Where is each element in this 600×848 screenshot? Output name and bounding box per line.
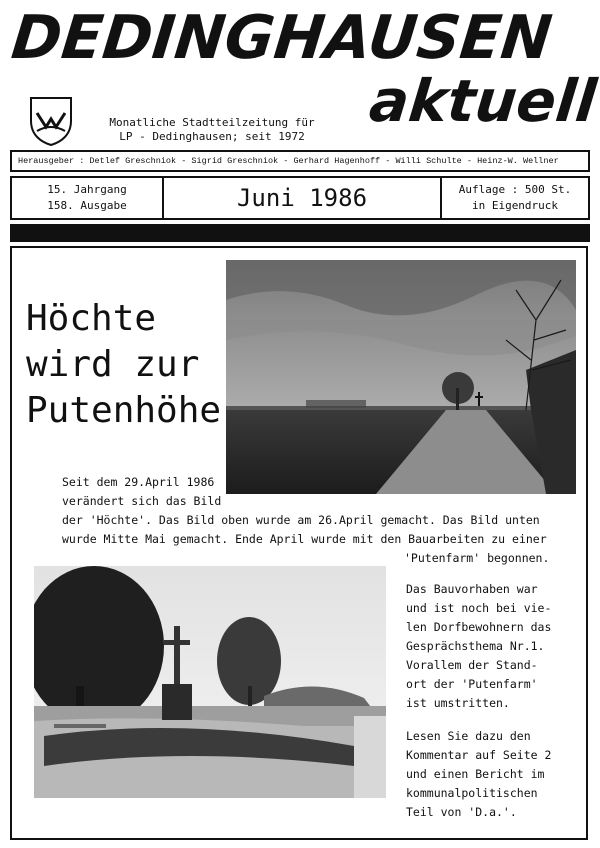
volume-issue-cell xyxy=(12,178,164,218)
side-column xyxy=(406,580,586,836)
circulation-cell xyxy=(442,178,588,218)
issue-header xyxy=(10,150,590,242)
side-line: kommunalpolitischen xyxy=(406,786,538,800)
tagline-line: LP - Dedinghausen; seit 1972 xyxy=(119,130,305,143)
headline-line: Putenhöhe xyxy=(26,390,222,431)
intro-line: Seit dem 29.April 1986 xyxy=(62,475,215,489)
side-paragraph-1 xyxy=(406,580,586,713)
side-line: Kommentar auf Seite 2 xyxy=(406,748,552,762)
publishers-line: Herausgeber : Detlef Greschniok - Sigrid Greschniok - Gerhard Hagenhoff - Willi Schulte - Heinz-W. Wellner xyxy=(10,150,590,172)
volume-label: 15. Jahrgang xyxy=(47,183,127,196)
printing-label: in Eigendruck xyxy=(471,199,559,212)
intro-line: der 'Höchte'. Das Bild oben wurde am 26.April gemacht. Das Bild unten xyxy=(62,513,540,527)
black-divider-bar xyxy=(10,224,590,242)
headline-line: wird zur xyxy=(26,344,200,385)
intro-line: verändert sich das Bild xyxy=(62,494,222,508)
intro-line: wurde Mitte Mai gemacht. Ende April wurde mit den Bauarbeiten zu einer xyxy=(62,532,547,546)
side-line: Vorallem der Stand- xyxy=(406,658,538,672)
side-paragraph-2 xyxy=(406,727,586,822)
side-line: len Dorfbewohnern das xyxy=(406,620,552,634)
photo-cross-after xyxy=(34,566,386,798)
side-line: Teil von 'D.a.'. xyxy=(406,805,517,819)
side-line: Gesprächsthema Nr.1. xyxy=(406,639,545,653)
side-line: Das Bauvorhaben war xyxy=(406,582,538,596)
issue-label: 158. Ausgabe xyxy=(47,199,127,212)
headline-line: Höchte xyxy=(26,298,157,339)
side-line: und einen Bericht im xyxy=(406,767,545,781)
side-line: ist umstritten. xyxy=(406,696,510,710)
side-line: und ist noch bei vie- xyxy=(406,601,552,615)
side-line: ort der 'Putenfarm' xyxy=(406,677,538,691)
circulation-label: Auflage : 500 St. xyxy=(458,183,572,196)
side-line: Lesen Sie dazu den xyxy=(406,729,531,743)
masthead-title: DEDINGHAUSEN xyxy=(8,3,556,73)
tagline xyxy=(92,116,332,144)
photo-field-before xyxy=(226,260,576,494)
issue-meta-row xyxy=(10,176,590,220)
coat-of-arms-icon xyxy=(28,95,74,147)
issue-date: Juni 1986 xyxy=(164,178,442,218)
intro-line: 'Putenfarm' begonnen. xyxy=(404,551,550,565)
masthead-subtitle: aktuell xyxy=(366,67,600,135)
article-headline xyxy=(26,296,221,434)
tagline-line: Monatliche Stadtteilzeitung für xyxy=(109,116,315,129)
